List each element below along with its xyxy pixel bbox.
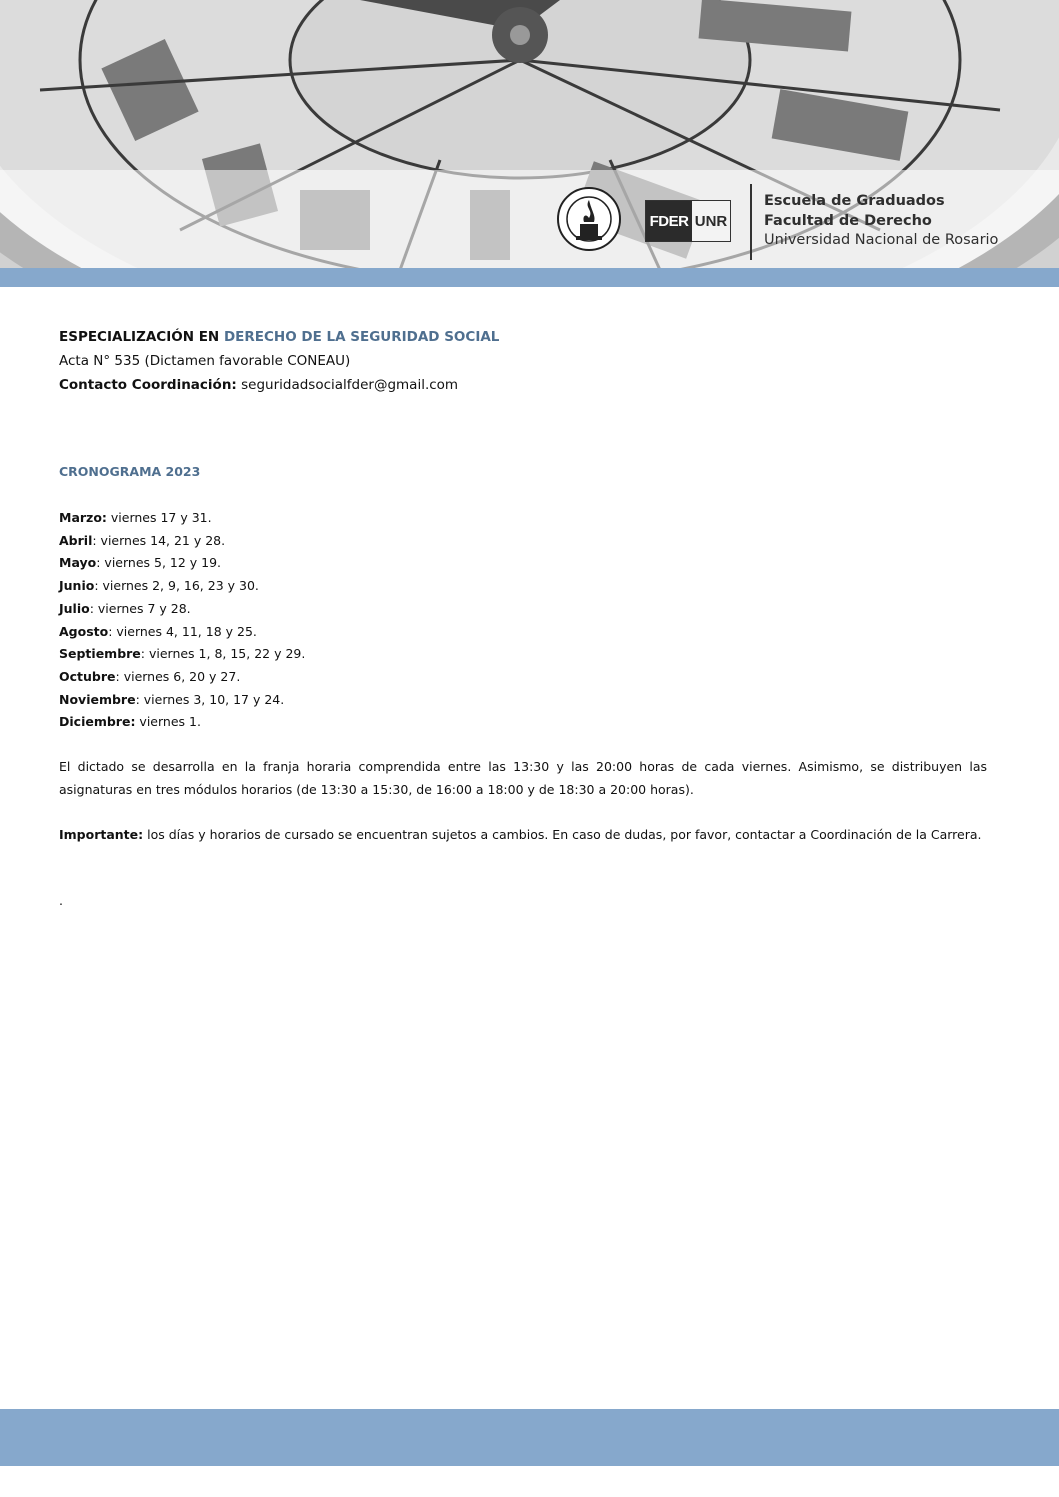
month-dates: viernes 17 y 31. — [106, 510, 212, 525]
month-name: Diciembre: — [59, 714, 136, 730]
month-dates: : viernes 3, 10, 17 y 24. — [135, 691, 285, 707]
unr-seal-icon — [556, 186, 622, 252]
month-name: Septiembre — [59, 646, 141, 662]
month-dates: : viernes 14, 21 y 28. — [92, 532, 226, 548]
trailing-dot: . — [59, 893, 63, 908]
schedule-month-list — [59, 507, 305, 734]
program-title-prefix: ESPECIALIZACIÓN EN — [59, 329, 224, 345]
unr-logo-text: UNR — [692, 201, 730, 241]
month-name: Junio — [59, 578, 95, 594]
header-divider — [750, 184, 752, 260]
acta-line: Acta N° 535 (Dictamen favorable CONEAU) — [59, 353, 351, 369]
month-dates: : viernes 2, 9, 16, 23 y 30. — [94, 578, 259, 594]
month-dates: viernes 1. — [135, 714, 201, 730]
month-item — [59, 643, 305, 666]
contact-email: seguridadsocialfder@gmail.com — [236, 377, 459, 393]
schedule-heading: CRONOGRAMA 2023 — [59, 464, 201, 479]
month-name: Abril — [59, 532, 93, 548]
month-item — [59, 530, 305, 553]
month-item — [59, 598, 305, 621]
fder-logo-text: FDER — [646, 201, 692, 241]
month-item — [59, 552, 305, 575]
university-name: Universidad Nacional de Rosario — [764, 232, 999, 248]
footer-blue-bar — [0, 1409, 1059, 1466]
month-name: Octubre — [59, 668, 116, 684]
month-name: Marzo: — [59, 510, 107, 525]
faculty-name: Facultad de Derecho — [764, 212, 932, 229]
header-blue-bar — [0, 268, 1059, 287]
month-dates: : viernes 6, 20 y 27. — [115, 668, 241, 684]
month-item — [59, 507, 305, 530]
importante-paragraph — [59, 824, 987, 847]
month-name: Mayo — [59, 555, 97, 571]
dictado-paragraph: El dictado se desarrolla en la franja horaria comprendida entre las 13:30 y las 20:00 horas de cada viernes. Asimismo, se distribuyen las asignaturas en tres módulos horarios (de 13:30 a 15:30, de 16:00 a 18:00 y de 18:30 a 20:00 horas). — [59, 759, 987, 797]
month-item — [59, 689, 305, 712]
program-info — [59, 325, 987, 397]
month-dates: : viernes 4, 11, 18 y 25. — [108, 623, 257, 639]
program-title — [59, 325, 987, 349]
month-item — [59, 666, 305, 689]
fder-unr-logo — [645, 200, 731, 242]
month-name: Noviembre — [59, 691, 136, 707]
importante-label: Importante: — [59, 827, 144, 842]
program-title-accent: DERECHO DE LA SEGURIDAD SOCIAL — [223, 329, 500, 345]
month-item — [59, 711, 305, 734]
month-dates: : viernes 7 y 28. — [89, 600, 191, 616]
month-name: Julio — [59, 600, 90, 616]
month-name: Agosto — [59, 623, 109, 639]
header-banner — [0, 0, 1059, 270]
month-item — [59, 575, 305, 598]
month-dates: : viernes 5, 12 y 19. — [96, 555, 222, 571]
contact-label: Contacto Coordinación: — [59, 377, 237, 393]
contact-line — [59, 373, 987, 397]
institution-name — [764, 192, 998, 251]
month-item — [59, 621, 305, 644]
month-dates: : viernes 1, 8, 15, 22 y 29. — [140, 646, 306, 662]
school-name: Escuela de Graduados — [764, 193, 945, 209]
importante-text: los días y horarios de cursado se encuentran sujetos a cambios. En caso de dudas, por favor, contactar a Coordinación de la Carrera. — [143, 827, 982, 842]
